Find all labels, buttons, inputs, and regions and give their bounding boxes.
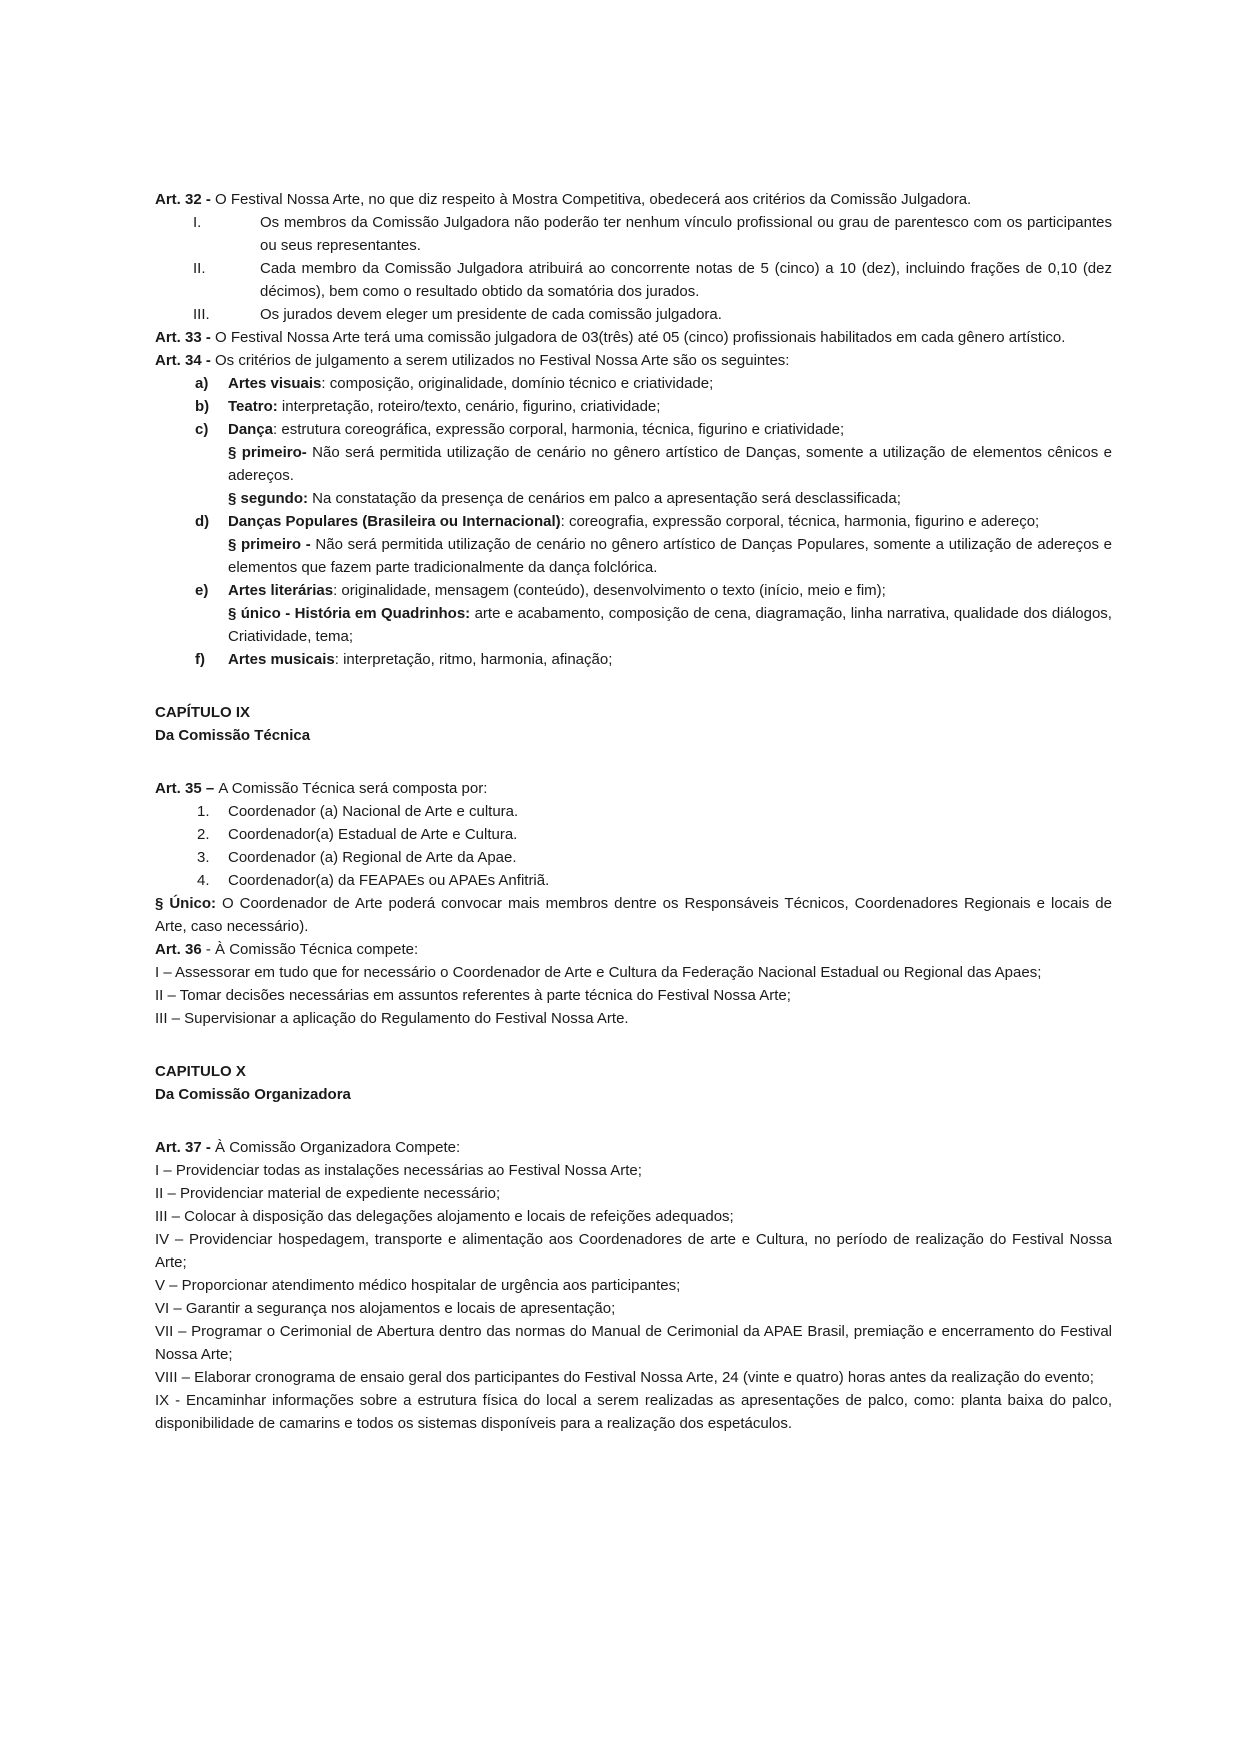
text-run: O Festival Nossa Arte terá uma comissão julgadora de 03(três) até 05 (cinco) profissionais habilitados em cada gênero artístico. [215, 329, 1066, 346]
text-run: VI – Garantir a segurança nos alojamentos e locais de apresentação; [155, 1300, 616, 1317]
text-run: : composição, originalidade, domínio técnico e criatividade; [321, 375, 714, 392]
text-run: I – Providenciar todas as instalações necessárias ao Festival Nossa Arte; [155, 1162, 642, 1179]
art-37-paragraph [155, 1136, 1112, 1159]
list-marker: c) [195, 421, 209, 438]
paragraph [155, 1007, 1112, 1030]
bold-text-run: Artes literárias [228, 582, 334, 599]
bold-text-run: CAPITULO X [155, 1063, 246, 1080]
paragraph [155, 1389, 1112, 1435]
list-item [155, 303, 1112, 326]
bold-text-run: Art. 34 - [155, 352, 216, 369]
list-item [155, 510, 1112, 533]
text-run: Coordenador (a) Nacional de Arte e cultura. [228, 803, 519, 820]
bold-text-run: § primeiro- [228, 444, 313, 461]
list-item [155, 372, 1112, 395]
text-run: - À Comissão Técnica compete: [201, 941, 419, 958]
list-marker: b) [195, 398, 210, 415]
text-run: II – Providenciar material de expediente necessário; [155, 1185, 501, 1202]
list-marker: a) [195, 375, 209, 392]
list-item [155, 869, 1112, 892]
list-marker: d) [195, 513, 210, 530]
paragraph [155, 1182, 1112, 1205]
list-marker: 4. [197, 872, 210, 889]
text-run: Cada membro da Comissão Julgadora atribuirá ao concorrente notas de 5 (cinco) a 10 (dez), incluindo frações de 0,10 (dez décimos), bem como o resultado obtido da somatória dos jurados. [260, 260, 1112, 300]
bold-text-run: Art. 32 - [155, 191, 216, 208]
spacer-gap [155, 1030, 1112, 1060]
text-run: : interpretação, ritmo, harmonia, afinação; [334, 651, 613, 668]
chapter-ix-heading [155, 701, 1112, 724]
text-run: III – Supervisionar a aplicação do Regulamento do Festival Nossa Arte. [155, 1010, 629, 1027]
bold-text-run: Teatro: [228, 398, 278, 415]
art-36-paragraph [155, 938, 1112, 961]
bold-text-run: § segundo: [228, 490, 313, 507]
text-run: interpretação, roteiro/texto, cenário, figurino, criatividade; [277, 398, 661, 415]
text-run: À Comissão Organizadora Compete: [215, 1139, 461, 1156]
text-run: V – Proporcionar atendimento médico hospitalar de urgência aos participantes; [155, 1277, 681, 1294]
bold-text-run: Da Comissão Técnica [155, 727, 311, 744]
bold-text-run: Art. 35 – [155, 780, 219, 797]
paragraph [155, 961, 1112, 984]
bold-text-run: Danças Populares (Brasileira ou Internacional) [228, 513, 561, 530]
list-item [155, 418, 1112, 441]
spacer-gap [155, 1106, 1112, 1136]
list-marker: 1. [197, 803, 210, 820]
text-run: III – Colocar à disposição das delegações alojamento e locais de refeições adequados; [155, 1208, 734, 1225]
sub-paragraph [228, 602, 1112, 648]
text-run: VIII – Elaborar cronograma de ensaio geral dos participantes do Festival Nossa Arte, 24 (vinte e quatro) horas antes da realização do evento; [155, 1369, 1094, 1386]
sub-paragraph [228, 487, 1112, 510]
list-marker: f) [195, 651, 205, 668]
text-run: Coordenador(a) Estadual de Arte e Cultura. [228, 826, 518, 843]
paragraph [155, 984, 1112, 1007]
text-run: Os membros da Comissão Julgadora não poderão ter nenhum vínculo profissional ou grau de parentesco com os participantes ou seus representantes. [260, 214, 1112, 254]
bold-text-run: Da Comissão Organizadora [155, 1086, 351, 1103]
bold-text-run: § único - História em Quadrinhos: [228, 605, 475, 622]
text-run: Coordenador (a) Regional de Arte da Apae. [228, 849, 517, 866]
text-run: Na constatação da presença de cenários em palco a apresentação será desclassificada; [312, 490, 901, 507]
list-marker: 3. [197, 849, 210, 866]
chapter-ix-subtitle [155, 724, 1112, 747]
text-run: Não será permitida utilização de cenário no gênero artístico de Danças, somente a utilização de elementos cênicos e adereços. [228, 444, 1112, 484]
bold-text-run: § Único: [155, 895, 222, 912]
bold-text-run: Dança [228, 421, 274, 438]
bold-text-run: Artes visuais [228, 375, 322, 392]
text-run: O Coordenador de Arte poderá convocar mais membros dentre os Responsáveis Técnicos, Coordenadores Regionais e locais de Arte, caso necessário). [155, 895, 1112, 935]
text-run: : originalidade, mensagem (conteúdo), desenvolvimento o texto (início, meio e fim); [333, 582, 886, 599]
text-run: : estrutura coreográfica, expressão corporal, harmonia, técnica, figurino e criatividade; [273, 421, 845, 438]
text-run: II – Tomar decisões necessárias em assuntos referentes à parte técnica do Festival Nossa Arte; [155, 987, 791, 1004]
bold-text-run: § primeiro - [228, 536, 316, 553]
spacer-gap [155, 747, 1112, 777]
paragraph [155, 1205, 1112, 1228]
art-34-paragraph [155, 349, 1112, 372]
art-32-paragraph [155, 188, 1112, 211]
bold-text-run: Art. 33 - [155, 329, 216, 346]
paragraph [155, 1320, 1112, 1366]
list-marker: III. [193, 306, 210, 323]
text-run: I – Assessorar em tudo que for necessário o Coordenador de Arte e Cultura da Federação Nacional Estadual ou Regional das Apaes; [155, 964, 1042, 981]
text-run: VII – Programar o Cerimonial de Abertura dentro das normas do Manual de Cerimonial da APAE Brasil, premiação e encerramento do Festival Nossa Arte; [155, 1323, 1112, 1363]
bold-text-run: Art. 37 - [155, 1139, 216, 1156]
text-run: Não será permitida utilização de cenário no gênero artístico de Danças Populares, somente a utilização de adereços e elementos que fazem parte tradicionalmente da dança folclórica. [228, 536, 1112, 576]
text-run: O Festival Nossa Arte, no que diz respeito à Mostra Competitiva, obedecerá aos critérios da Comissão Julgadora. [215, 191, 972, 208]
art-35-paragraph [155, 777, 1112, 800]
list-item [155, 800, 1112, 823]
bold-text-run: Art. 36 [155, 941, 202, 958]
chapter-x-heading [155, 1060, 1112, 1083]
text-run: Os jurados devem eleger um presidente de cada comissão julgadora. [260, 306, 722, 323]
paragraph [155, 1366, 1112, 1389]
text-run: Coordenador(a) da FEAPAEs ou APAEs Anfitriã. [228, 872, 550, 889]
list-item [155, 846, 1112, 869]
spacer-gap [155, 671, 1112, 701]
text-run: A Comissão Técnica será composta por: [218, 780, 488, 797]
paragrafo-unico [155, 892, 1112, 938]
sub-paragraph [228, 533, 1112, 579]
bold-text-run: Artes musicais [228, 651, 335, 668]
text-run: IV – Providenciar hospedagem, transporte e alimentação aos Coordenadores de arte e Cultura, no período de realização do Festival Nossa Arte; [155, 1231, 1112, 1271]
list-item [155, 257, 1112, 303]
list-item [155, 823, 1112, 846]
text-run: arte e acabamento, composição de cena, diagramação, linha narrativa, qualidade dos diálogos, Criatividade, tema; [228, 605, 1112, 645]
chapter-x-subtitle [155, 1083, 1112, 1106]
paragraph [155, 1297, 1112, 1320]
paragraph [155, 1274, 1112, 1297]
art-33-paragraph [155, 326, 1112, 349]
text-run: : coreografia, expressão corporal, técnica, harmonia, figurino e adereço; [560, 513, 1040, 530]
paragraph [155, 1159, 1112, 1182]
list-marker: 2. [197, 826, 210, 843]
bold-text-run: CAPÍTULO IX [155, 704, 251, 721]
list-item [155, 211, 1112, 257]
paragraph [155, 1228, 1112, 1274]
list-marker: I. [193, 214, 202, 231]
sub-paragraph [228, 441, 1112, 487]
list-marker: II. [193, 260, 206, 277]
text-run: Os critérios de julgamento a serem utilizados no Festival Nossa Arte são os seguintes: [215, 352, 790, 369]
list-marker: e) [195, 582, 209, 599]
list-item [155, 648, 1112, 671]
list-item [155, 579, 1112, 602]
list-item [155, 395, 1112, 418]
text-run: IX - Encaminhar informações sobre a estrutura física do local a serem realizadas as apresentações de palco, como: planta baixa do palco, disponibilidade de camarins e todos os sistemas disponíveis para a realização dos espetáculos. [155, 1392, 1112, 1432]
